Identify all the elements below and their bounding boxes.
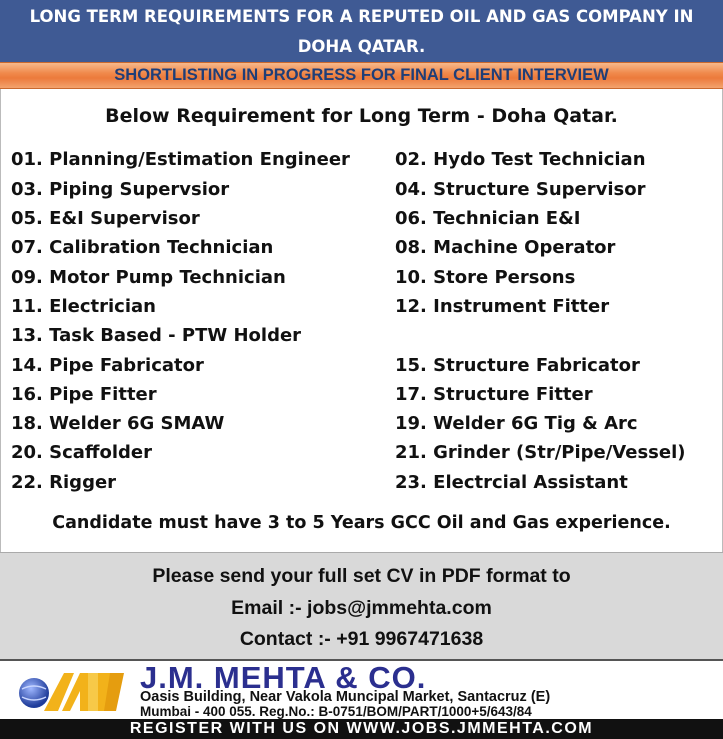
position-item: 16. Pipe Fitter: [11, 384, 157, 405]
position-item: 04. Structure Supervisor: [395, 179, 646, 200]
position-item: 17. Structure Fitter: [395, 384, 593, 405]
position-item: 11. Electrician: [11, 296, 156, 317]
position-item: 20. Scaffolder: [11, 442, 153, 463]
position-item: 09. Motor Pump Technician: [11, 267, 286, 288]
position-item: 10. Store Persons: [395, 267, 576, 288]
shortlisting-banner: SHORTLISTING IN PROGRESS FOR FINAL CLIENT INTERVIEW: [0, 62, 723, 89]
position-item: 22. Rigger: [11, 472, 117, 493]
position-item: 14. Pipe Fabricator: [11, 355, 204, 376]
requirements-subtitle: Below Requirement for Long Term - Doha Qatar.: [105, 105, 618, 127]
position-item: 02. Hydo Test Technician: [395, 149, 646, 170]
position-item: 15. Structure Fabricator: [395, 355, 640, 376]
position-item: 01. Planning/Estimation Engineer: [11, 149, 350, 170]
company-block: [0, 659, 723, 719]
position-item: 23. Electrcial Assistant: [395, 472, 628, 493]
company-name: J.M. MEHTA & CO.: [140, 660, 427, 695]
phone-number: Contact :- +91 9967471638: [239, 628, 484, 650]
position-item: 12. Instrument Fitter: [395, 296, 610, 317]
position-item: 08. Machine Operator: [395, 237, 616, 258]
company-registration: Mumbai - 400 055. Reg.No.: B-0751/BOM/PART/1000+5/643/84: [140, 704, 532, 719]
position-item: 13. Task Based - PTW Holder: [11, 325, 302, 346]
position-item: 18. Welder 6G SMAW: [11, 413, 225, 434]
jm-logo-globe-icon: [14, 667, 126, 715]
header-line-1: LONG TERM REQUIREMENTS FOR A REPUTED OIL AND GAS COMPANY IN: [29, 7, 694, 26]
company-address: Oasis Building, Near Vakola Muncipal Market, Santacruz (E): [140, 689, 551, 705]
position-item: 05. E&I Supervisor: [11, 208, 200, 229]
position-item: 19. Welder 6G Tig & Arc: [395, 413, 638, 434]
requirements-section: [0, 89, 723, 552]
position-item: 07. Calibration Technician: [11, 237, 274, 258]
email-link[interactable]: Email :- jobs@jmmehta.com: [231, 597, 492, 619]
position-item: 03. Piping Supervsior: [11, 179, 230, 200]
header-line-2: DOHA QATAR.: [297, 37, 426, 56]
position-item: 21. Grinder (Str/Pipe/Vessel): [395, 442, 686, 463]
header-title: [0, 0, 723, 62]
experience-requirement: Candidate must have 3 to 5 Years GCC Oil and Gas experience.: [52, 513, 671, 533]
contact-section: [0, 552, 723, 659]
register-website-link[interactable]: REGISTER WITH US ON WWW.JOBS.JMMEHTA.COM: [0, 719, 723, 739]
position-item: 06. Technician E&I: [395, 208, 581, 229]
cv-instruction: Please send your full set CV in PDF format to: [152, 565, 571, 587]
